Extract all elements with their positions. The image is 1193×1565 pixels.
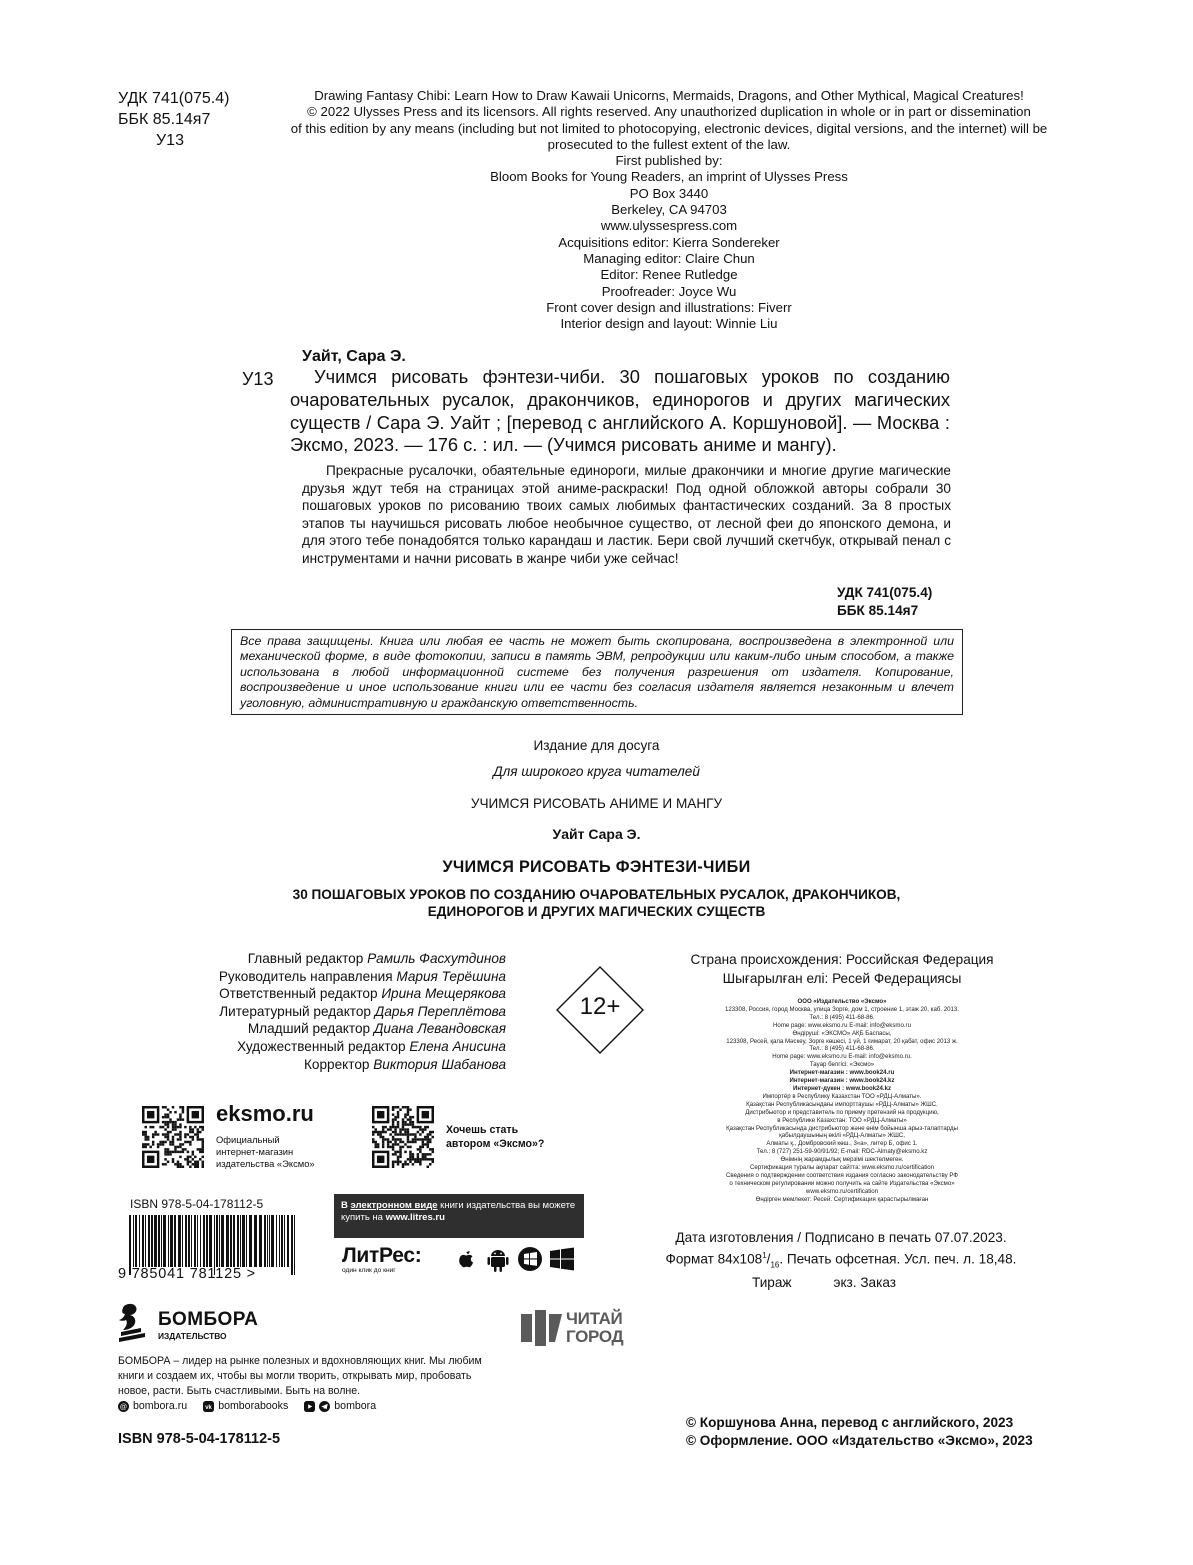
- litres-tagline: один клик до книг: [342, 1267, 396, 1274]
- imprint-line: Drawing Fantasy Chibi: Learn How to Draw Kawaii Unicorns, Mermaids, Dragons, and Other Mythical, Magical Creatures!: [314, 88, 1024, 103]
- staff-name: Дарья Переплётова: [374, 1003, 506, 1019]
- litres-logo: ЛитРес:: [342, 1244, 422, 1267]
- chitai-line-1: ЧИТАЙ: [566, 1309, 623, 1328]
- staff-role: Художественный редактор: [237, 1038, 406, 1054]
- social-site-label: bombora.ru: [133, 1400, 188, 1412]
- staff-role: Младший редактор: [247, 1021, 371, 1037]
- subtitle-line-2: ЕДИНОРОГОВ И ДРУГИХ МАГИЧЕСКИХ СУЩЕСТВ: [427, 904, 766, 919]
- eksmo-desc-2: интернет-магазин: [216, 1146, 294, 1158]
- social-vk-label: bomborabooks: [218, 1400, 289, 1412]
- become-author-cta: [446, 1123, 544, 1151]
- eksmo-shop-qr-icon[interactable]: [142, 1106, 204, 1168]
- staff-row: [160, 985, 506, 1003]
- staff-row: [160, 1038, 506, 1056]
- legal-info: [660, 998, 1024, 1204]
- format-prefix: Формат 84x108: [665, 1251, 763, 1267]
- imprint-line: Interior design and layout: Winnie Liu: [560, 316, 778, 332]
- web-icon: [118, 1401, 129, 1412]
- series-name: УЧИМСЯ РИСОВАТЬ АНИМЕ И МАНГУ: [470, 796, 723, 811]
- litres-line-1: [341, 1200, 577, 1212]
- social-vk[interactable]: [203, 1400, 288, 1412]
- author-name: Уайт Сара Э.: [552, 826, 641, 842]
- copyright-design: © Оформление. ООО «Издательство «Эксмо», 2023: [686, 1433, 1033, 1448]
- legal-line: Қазақстан Республикасында дистрибьютор және өнім бойынша арыз-талаптарды: [726, 1124, 958, 1132]
- eksmo-site[interactable]: eksmo.ru: [216, 1101, 314, 1126]
- chitai-line-2: ГОРОД: [566, 1327, 624, 1346]
- legal-line: о техническом регулировании можно получить на сайте Издательства «Эксмо»: [729, 1179, 955, 1187]
- legal-line: Импортёр в Республику Казахстан ТОО «РДЦ-Алматы».: [762, 1092, 922, 1100]
- staff-name: Ирина Мещерякова: [381, 986, 506, 1002]
- legal-line: 123308, Россия, город Москва, улица Зорге, дом 1, строение 1, этаж 20, каб. 2013.: [725, 1005, 959, 1013]
- legal-line: Қазақстан Республикасындағы импорттаушы «РДЦ-Алматы» ЖШС.: [746, 1100, 938, 1108]
- litres-link[interactable]: электронном виде: [350, 1200, 438, 1211]
- windows-icon: [550, 1248, 574, 1271]
- library-codes: [118, 88, 229, 151]
- country-of-origin: [660, 950, 1024, 988]
- audience: Для широкого круга читателей: [493, 764, 700, 779]
- country-ru: Страна происхождения: Российская Федерация: [690, 952, 994, 967]
- tiraz-label: Тираж: [752, 1275, 792, 1291]
- legal-line: Тауар белгісі: «Эксмо»: [809, 1061, 875, 1069]
- litres-url[interactable]: www.litres.ru: [385, 1212, 445, 1223]
- android-icon: [488, 1250, 509, 1272]
- rights-notice: Все права защищены. Книга или любая ее часть не может быть скопирована, воспроизведена в электронной или механической форме, в виде фотокопии, записи в память ЭВМ, репродукции или каким-либо иным способом, а также использована в любой информационной системе без получения разрешения от издателя. Копирование, воспроизведение и иное использование книги или ее части без согласия издателя является незаконным и влечет уголовную, административную и гражданскую ответственность.: [231, 629, 963, 715]
- litres-line2-pre: купить на: [341, 1212, 386, 1223]
- imprint-line: www.ulyssespress.com: [600, 218, 738, 234]
- apple-icon: [459, 1251, 473, 1267]
- staff-name: Рамиль Фасхутдинов: [367, 951, 506, 966]
- staff-role: Ответственный редактор: [219, 986, 378, 1002]
- social-tg[interactable]: [304, 1400, 376, 1412]
- legal-line: қабылдаушының өкілі «РДЦ-Алматы» ЖШС,: [779, 1132, 905, 1140]
- format-suffix: . Печать офсетная. Усл. печ. л. 18,48.: [779, 1251, 1017, 1267]
- staff-role: Корректор: [304, 1056, 370, 1072]
- production-info: [638, 1229, 1044, 1292]
- imprint-line: © 2022 Ulysses Press and its licensors. All rights reserved. Any unauthorized duplication in whole or in part or dissemination: [307, 104, 1031, 120]
- legal-line: Сертификация туралы ақпарат сайтта: www.eksmo.ru/certification: [749, 1164, 935, 1172]
- staff-role: Главный редактор: [247, 951, 364, 966]
- catalog-description: Учимся рисовать фэнтези-чиби. 30 пошаговых уроков по созданию очаровательных русалок, дракончиков, единорогов и других магических существ / Сара Э. Уайт ; [перевод с английского А. Коршуновой]. — Москва : Эксмо, 2023. — 176 с. : ил. — (Учимся рисовать аниме и мангу).: [290, 366, 950, 456]
- imprint-line: Proofreader: Joyce Wu: [601, 283, 737, 299]
- chitai-gorod-text: [566, 1310, 623, 1346]
- bombora-socials: [118, 1400, 376, 1412]
- bombora-name: БОМБОРА: [158, 1309, 259, 1330]
- imprint-line: Editor: Renee Rutledge: [600, 267, 738, 283]
- catalog-author-mark: У13: [242, 369, 274, 389]
- production-run: [638, 1274, 1044, 1292]
- imprint-line: Managing editor: Claire Chun: [583, 250, 755, 266]
- legal-line: Интернет-дүкен : www.book24.kz: [792, 1084, 892, 1092]
- legal-line: Алматы қ., Домбровский көш., 3«а», литер Б, офис 1.: [766, 1140, 918, 1148]
- legal-line: Интернет-магазин : www.book24.kz: [789, 1077, 895, 1085]
- barcode-digits: 9 785041 781125 >: [118, 1266, 256, 1282]
- legal-line: www.eksmo.ru/certification: [805, 1187, 879, 1195]
- litres-mid: книги издательства вы можете: [437, 1200, 576, 1211]
- english-imprint: [262, 88, 1076, 332]
- store-icons: [454, 1243, 578, 1275]
- catalog-bbk: ББК 85.14я7: [837, 602, 919, 618]
- legal-line: в Республике Казахстан: ТОО «РДЦ-Алматы»: [777, 1116, 907, 1124]
- svg-text:vk: vk: [205, 1404, 212, 1411]
- edition-type: Издание для досуга: [533, 738, 660, 753]
- imprint-line: First published by:: [615, 153, 723, 169]
- eksmo-description: [216, 1134, 315, 1171]
- imprint-line: Acquisitions editor: Kierra Sondereker: [558, 234, 780, 250]
- litres-pre: В: [341, 1200, 351, 1211]
- book-subtitle: [0, 886, 1193, 920]
- chitai-gorod-logo-icon: [519, 1310, 563, 1346]
- imprint-line: of this edition by any means (including but not limited to photocopying, electronic devices, digital versions, and the internet) will be: [290, 120, 1048, 136]
- format-sub: 16: [770, 1260, 780, 1270]
- barcode-isbn: ISBN 978-5-04-178112-5: [130, 1197, 264, 1211]
- staff-name: Диана Левандовская: [373, 1021, 506, 1037]
- production-date: Дата изготовления / Подписано в печать 07.07.2023.: [675, 1230, 1007, 1245]
- copyright-translation: © Коршунова Анна, перевод с английского, 2023: [686, 1415, 1014, 1430]
- staff-row: [160, 968, 506, 986]
- ekz-zakaz-label: экз. Заказ: [833, 1275, 896, 1291]
- age-rating: 12+: [579, 993, 621, 1020]
- udk-code: УДК 741(075.4): [118, 90, 230, 107]
- staff-row: [160, 1020, 506, 1038]
- youtube-icon: [304, 1401, 315, 1412]
- svg-text:@: @: [119, 1401, 128, 1411]
- author-mark: У13: [156, 132, 184, 149]
- eksmo-desc-1: Официальный: [216, 1134, 280, 1145]
- legal-line: Тел.: 8 (495) 411-68-86.: [809, 1045, 875, 1053]
- legal-line: Тел.: 8 (727) 251-59-90/91/92; E-mail: RDC-Almaty@eksmo.kz: [756, 1148, 928, 1156]
- litres-banner[interactable]: [334, 1194, 584, 1238]
- staff-name: Виктория Шабанова: [373, 1056, 506, 1072]
- staff-name: Елена Анисина: [409, 1038, 506, 1054]
- staff-row: [160, 950, 506, 968]
- bbk-code: ББК 85.14я7: [118, 111, 211, 128]
- copyrights: [686, 1414, 1033, 1450]
- production-format: Формат $84x108^1/_{16}$. Печать офсетная. Усл. печ. л. 18,48.: [665, 1251, 1017, 1270]
- cta-line-1: Хочешь стать: [446, 1124, 519, 1136]
- social-tg-label: bombora: [334, 1400, 377, 1412]
- legal-line: Сведения о подтверждении соответствия издания согласно законодательству РФ: [726, 1171, 958, 1179]
- imprint-line: PO Box 3440: [629, 185, 709, 201]
- staff-role: Литературный редактор: [219, 1003, 371, 1019]
- imprint-line: prosecuted to the fullest extent of the law.: [547, 136, 791, 152]
- staff-row: [160, 1003, 506, 1021]
- imprint-line: Front cover design and illustrations: Fiverr: [546, 299, 792, 315]
- staff-list: [160, 950, 506, 1073]
- staff-name: Мария Терёшина: [396, 968, 506, 984]
- legal-line: Дистрибьютор и представитель по приему претензий на продукцию,: [745, 1108, 939, 1116]
- cta-line-2: автором «Эксмо»?: [446, 1138, 545, 1150]
- legal-line: Өндіруші: «ЭКСМО» АҚБ Баспасы,: [792, 1029, 892, 1037]
- isbn: ISBN 978-5-04-178112-5: [118, 1431, 281, 1447]
- imprint-line: Berkeley, CA 94703: [611, 202, 727, 218]
- bombora-description: БОМБОРА – лидер на рынке полезных и вдохновляющих книг. Мы любим книги и создаем их, чтобы вы могли творить, открывать мир, пробовать новое, расти. Быть счастливыми. Быть на волне.: [118, 1355, 482, 1397]
- catalog-annotation: Прекрасные русалочки, обаятельные единороги, милые дракончики и многие другие магические друзья ждут тебя на страницах этой аниме-раскраски! Под одной обложкой авторы собрали 30 пошаговых уроков по рисованию твоих самых любимых фантастических созданий. За 8 простых этапов ты научишься рисовать любое необычное существо, от лесной феи до японского демона, и для этого тебе понадобятся только карандаш и ластик. Бери свой лучший скетчбук, открывай пенал с инструментами и начни рисовать в жанре чиби уже сейчас!: [302, 463, 951, 566]
- staff-row: [160, 1056, 506, 1074]
- imprint-line: Bloom Books for Young Readers, an imprint of Ulysses Press: [490, 169, 848, 185]
- social-site[interactable]: [118, 1400, 187, 1412]
- catalog-udk: УДК 741(075.4): [837, 585, 933, 600]
- subtitle-line-1: 30 ПОШАГОВЫХ УРОКОВ ПО СОЗДАНИЮ ОЧАРОВАТЕЛЬНЫХ РУСАЛОК, ДРАКОНЧИКОВ,: [292, 887, 901, 902]
- bombora-subtitle: ИЗДАТЕЛЬСТВО: [158, 1331, 227, 1341]
- vk-icon: [203, 1401, 214, 1412]
- legal-line: ООО «Издательство «Эксмо»: [797, 998, 887, 1005]
- legal-line: Интернет-магазин : www.book24.ru: [789, 1069, 895, 1077]
- staff-role: Руководитель направления: [218, 968, 393, 984]
- country-kz: Шығарылған елі: Ресей Федерациясы: [722, 971, 962, 986]
- eksmo-author-qr-icon[interactable]: [372, 1106, 434, 1168]
- legal-line: Өнімнің жарамдылық мерзімі шектелмеген.: [780, 1156, 904, 1164]
- catalog-author-heading: Уайт, Сара Э.: [302, 348, 406, 365]
- windows-phone-icon: [518, 1247, 542, 1271]
- legal-line: Home page: www.eksmo.ru E-mail: info@eksmo.ru: [773, 1021, 911, 1029]
- eksmo-desc-3: издательства «Эксмо»: [216, 1158, 315, 1170]
- format-sup: 1: [762, 1251, 767, 1260]
- legal-line: Home page: www.eksmo.ru E-mail: info@eksmo.ru.: [772, 1053, 912, 1061]
- litres-line-2: [341, 1212, 577, 1224]
- legal-line: Өндірген мемлекет: Ресей. Сертификация қарастырылмаған: [755, 1195, 929, 1203]
- legal-line: 123308, Ресей, қала Мәскеу, Зорге көшесі, 1 үй, 1 ғимарат, 20 қабат, офис 2013 ж.: [726, 1037, 958, 1045]
- book-title: УЧИМСЯ РИСОВАТЬ ФЭНТЕЗИ-ЧИБИ: [442, 858, 751, 876]
- catalog-codes: [837, 584, 932, 619]
- legal-line: Тел.: 8 (495) 411-68-86.: [809, 1013, 875, 1021]
- telegram-icon: [319, 1401, 330, 1412]
